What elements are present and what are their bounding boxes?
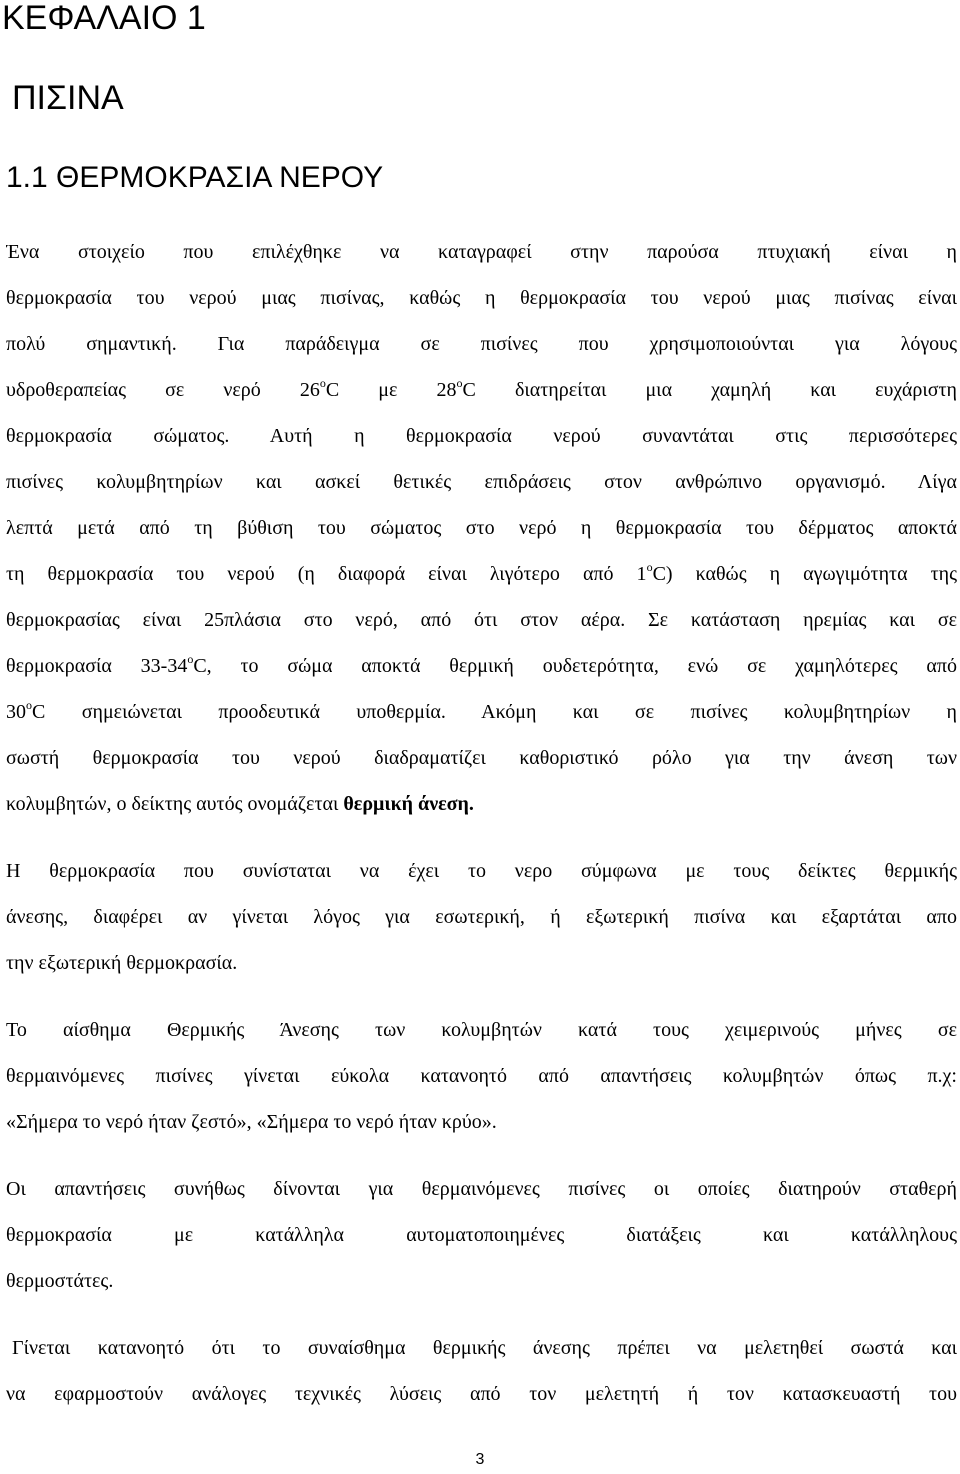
text-fragment: 30 [6, 701, 26, 723]
section-heading: 1.1 ΘΕΡΜΟΚΡΑΣΙΑ ΝΕΡΟΥ [6, 161, 384, 194]
degree-mark: ο [319, 376, 326, 390]
text-fragment: C σημειώνεται προοδευτικά υποθερμία. Ακόμη και σε πισίνες κολυμβητηρίων η [32, 701, 957, 723]
degree-mark: ο [26, 698, 32, 712]
page-number: 3 [475, 1451, 485, 1468]
text-fragment: τη θερμοκρασία του νερού (η διαφορά είναι λιγότερο από 1 [6, 563, 647, 585]
text-line: πισίνες κολυμβητηρίων και ασκεί θετικές επιδράσεις στον ανθρώπινο οργανισμό. Λίγα [6, 471, 957, 493]
text-line [6, 376, 957, 404]
text-fragment: υδροθεραπείας σε νερό 26 [6, 379, 320, 401]
chapter-heading: ΚΕΦΑΛΑΙΟ 1 [2, 0, 206, 37]
bold-period: . [468, 793, 474, 815]
degree-mark: ο [456, 376, 463, 390]
text-line: θερμαινόμενες πισίνες γίνεται εύκολα κατανοητό από απαντήσεις κολυμβητών όπως π.χ: [6, 1065, 957, 1087]
text-line: θερμοκρασίας είναι 25πλάσια στο νερό, από ότι στον αέρα. Σε κατάσταση ηρεμίας και σε [6, 609, 957, 631]
text-line: Η θερμοκρασία που συνίσταται να έχει το νερο σύμφωνα με τους δείκτες θερμικής [6, 860, 957, 882]
degree-mark: ο [646, 560, 653, 574]
text-line: Ένα στοιχείο που επιλέχθηκε να καταγραφεί στην παρούσα πτυχιακή είναι η [6, 241, 957, 263]
text-line: να εφαρμοστούν ανάλογες τεχνικές λύσεις από τον μελετητή ή τον κατασκευαστή του [6, 1383, 957, 1405]
text-line: «Σήμερα το νερό ήταν ζεστό», «Σήμερα το νερό ήταν κρύο». [6, 1111, 497, 1133]
text-fragment: C διατηρείται μια χαμηλή και ευχάριστη [462, 379, 957, 401]
bold-term: θερμική άνεση [343, 793, 469, 815]
text-line: θερμοκρασία με κατάλληλα αυτοματοποιημένες διατάξεις και κατάλληλους [6, 1224, 957, 1246]
text-line: λεπτά μετά από τη βύθιση του σώματος στο νερό η θερμοκρασία του δέρματος αποκτά [6, 517, 957, 539]
text-line [6, 698, 957, 726]
text-line: θερμοκρασία σώματος. Αυτή η θερμοκρασία νερού συναντάται στις περισσότερες [6, 425, 957, 447]
text-line: Γίνεται κατανοητό ότι το συναίσθημα θερμικής άνεσης πρέπει να μελετηθεί σωστά και [12, 1337, 957, 1359]
text-fragment: C με 28 [325, 379, 457, 401]
chapter-title: ΠΙΣΙΝΑ [12, 79, 124, 117]
text-line: άνεσης, διαφέρει αν γίνεται λόγος για εσωτερική, ή εξωτερική πισίνα και εξαρτάται απο [6, 906, 957, 928]
text-line: θερμοκρασία του νερού μιας πισίνας, καθώς η θερμοκρασία του νερού μιας πισίνας είναι [6, 287, 957, 309]
text-fragment: θερμοκρασία 33-34 [6, 655, 188, 677]
text-line: πολύ σημαντική. Για παράδειγμα σε πισίνες που χρησιμοποιούνται για λόγους [6, 333, 957, 355]
text-line [6, 560, 957, 588]
text-fragment: C) καθώς η αγωγιμότητα της [652, 563, 957, 585]
text-line: Οι απαντήσεις συνήθως δίνονται για θερμαινόμενες πισίνες οι οποίες διατηρούν σταθερή [6, 1178, 957, 1200]
text-line [6, 790, 957, 818]
text-fragment: κολυμβητών, ο δείκτης αυτός ονομάζεται [6, 793, 344, 815]
text-line: Το αίσθημα Θερμικής Άνεσης των κολυμβητών κατά τους χειμερινούς μήνες σε [6, 1019, 957, 1041]
text-line: σωστή θερμοκρασία του νερού διαδραματίζει καθοριστικό ρόλο για την άνεση των [6, 747, 957, 769]
text-line: θερμοστάτες. [6, 1270, 114, 1292]
degree-mark: ο [187, 652, 194, 666]
text-line [6, 652, 957, 680]
text-fragment: C, το σώμα αποκτά θερμική ουδετερότητα, ενώ σε χαμηλότερες από [193, 655, 957, 677]
text-line: την εξωτερική θερμοκρασία. [6, 952, 238, 974]
